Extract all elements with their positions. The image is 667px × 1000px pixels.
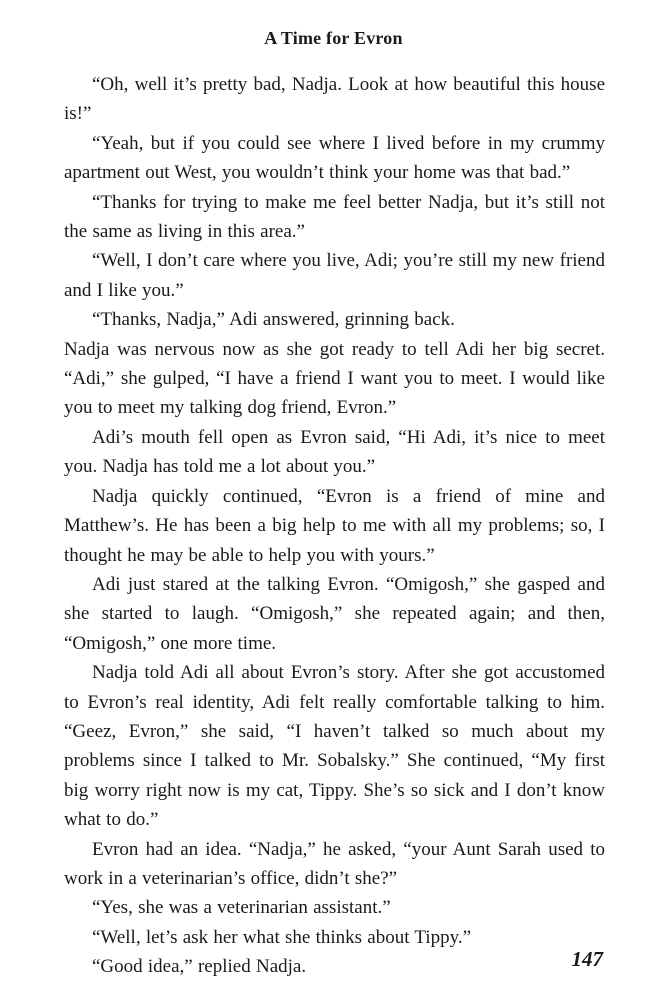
paragraph: “Well, I don’t care where you live, Adi; you’re still my new friend and I like you.”: [64, 250, 605, 301]
paragraph: “Well, let’s ask her what she thinks about Tippy.”: [92, 926, 472, 948]
paragraph: Nadja quickly continued, “Evron is a friend of mine and Matthew’s. He has been a big help to me with all my problems; so, I thought he may be able to help you with yours.”: [64, 485, 605, 566]
paragraph: “Thanks for trying to make me feel better Nadja, but it’s still not the same as living in this area.”: [64, 191, 605, 243]
body-text: [64, 70, 605, 982]
paragraph: “Good idea,” replied Nadja.: [92, 956, 307, 978]
paragraph: “Thanks, Nadja,” Adi answered, grinning back.: [92, 309, 455, 331]
paragraph: “Yeah, but if you could see where I lived before in my crummy apartment out West, you wouldn’t think your home was that bad.”: [64, 132, 605, 184]
paragraph: “Oh, well it’s pretty bad, Nadja. Look at how beautiful this house is!”: [64, 74, 605, 125]
page-number: 147: [571, 947, 603, 971]
paragraph: Nadja told Adi all about Evron’s story. After she got accustomed to Evron’s real identity, Adi felt really comfortable talking to him. “Geez, Evron,” she said, “I haven’t talked so much about my problems since I talked to Mr. Sobalsky.” She continued, “My first big worry right now is my cat, Tippy. She’s so sick and I don’t know what to do.”: [64, 662, 605, 831]
paragraph: Nadja was nervous now as she got ready to tell Adi her big secret. “Adi,” she gulped, “I have a friend I want you to meet. I would like you to meet my talking dog friend, Evron.”: [64, 338, 605, 419]
paragraph: Adi just stared at the talking Evron. “Omigosh,” she gasped and she started to laugh. “Omigosh,” she repeated again; and then, “Omigosh,” one more time.: [64, 573, 605, 654]
paragraph: “Yes, she was a veterinarian assistant.”: [92, 897, 391, 919]
running-title: A Time for Evron: [264, 28, 403, 48]
paragraph: Evron had an idea. “Nadja,” he asked, “your Aunt Sarah used to work in a veterinarian’s office, didn’t she?”: [64, 838, 605, 889]
paragraph: Adi’s mouth fell open as Evron said, “Hi Adi, it’s nice to meet you. Nadja has told me a lot about you.”: [64, 426, 605, 478]
